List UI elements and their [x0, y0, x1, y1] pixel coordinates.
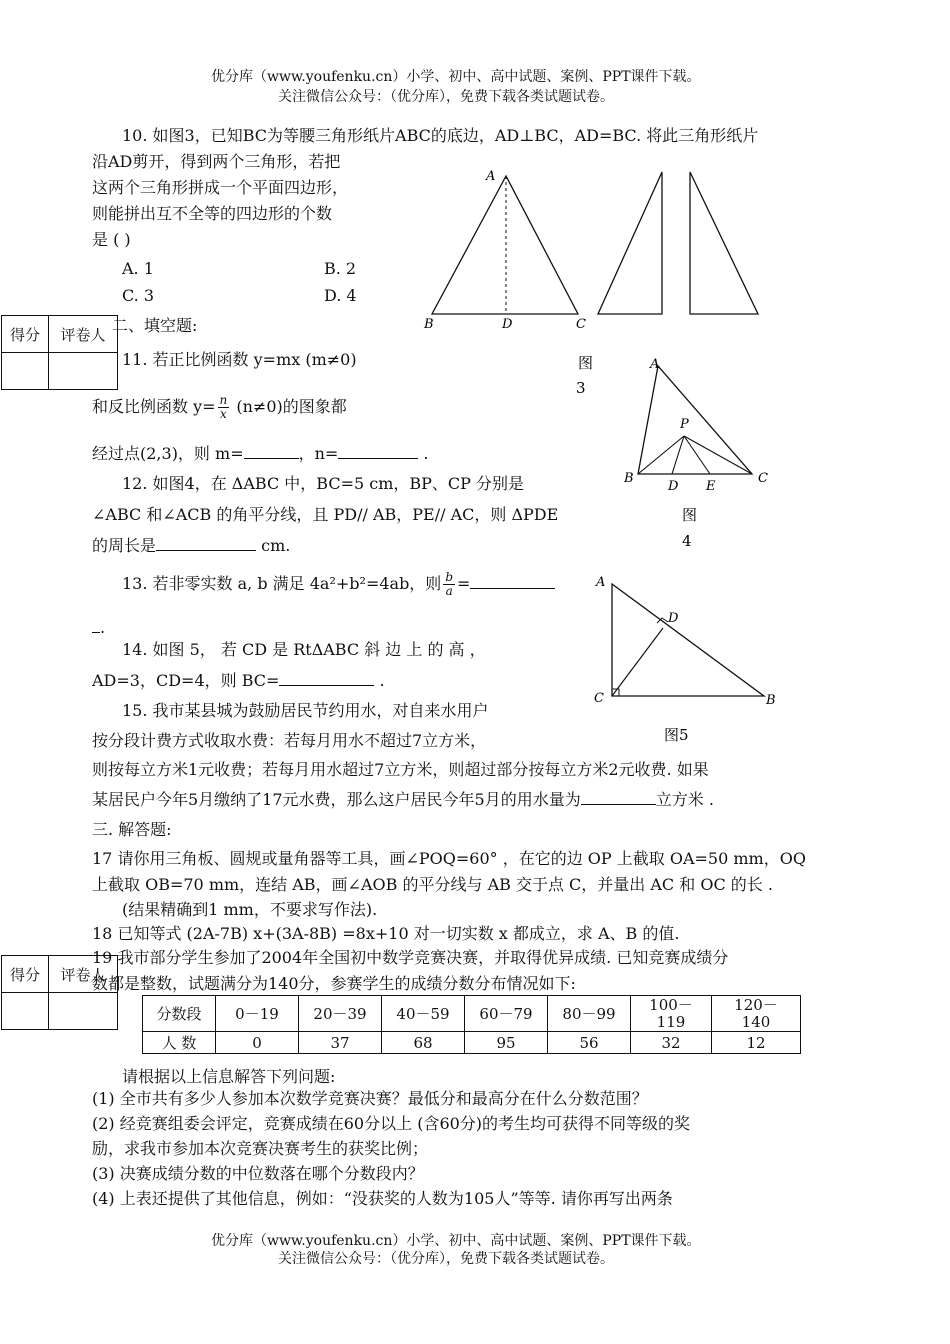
- q13-line-1-b: =: [457, 574, 471, 593]
- q12-line-3: [92, 532, 290, 559]
- q13-frac-den: a: [445, 584, 453, 598]
- q15-line-3: 则按每立方米1元收费；若每月用水超过7立方米，则超过部分按每立方米2元收费. 如果: [92, 760, 709, 779]
- q10-line-3: 这两个三角形拼成一个平面四边形，: [92, 178, 349, 197]
- q14-blank[interactable]: [279, 671, 374, 686]
- q19-line-2: 数都是整数，试题满分为140分，参赛学生的成绩分数分布情况如下:: [92, 974, 576, 993]
- q19-part-2b: 励，求我市参加本次竞赛决赛考生的获奖比例；: [92, 1139, 429, 1158]
- header-line-1: 优分库（www.youfenku.cn）小学、初中、高中试题、案例、PPT课件下载。: [211, 69, 701, 85]
- q14-line-2-b: .: [379, 671, 385, 690]
- q19-intro: 请根据以上信息解答下列问题:: [122, 1067, 336, 1086]
- q13-blank[interactable]: [470, 574, 555, 589]
- table-count-cell: 0: [216, 1032, 299, 1054]
- table-range-cell: 40－59: [382, 996, 465, 1032]
- q15-blank[interactable]: [581, 790, 656, 805]
- q18-line-1: 18 已知等式 (2A-7B) x+(3A-8B) =8x+10 对一切实数 x 都成立，求 A、B 的值.: [92, 924, 680, 943]
- table-count-cell: 56: [548, 1032, 631, 1054]
- q15-line-4-b: 立方米 .: [655, 790, 714, 809]
- q11-blank-m[interactable]: [244, 444, 299, 459]
- fig5-label-d: D: [668, 611, 679, 626]
- q14-line-1: 14. 如图 5， 若 CD 是 RtΔABC 斜 边 上 的 高 ，: [122, 640, 486, 659]
- q15-line-1: 15. 我市某县城为鼓励居民节约用水，对自来水用户: [122, 701, 489, 720]
- table-range-cell: 20－39: [299, 996, 382, 1032]
- q11-line-2: [92, 393, 347, 421]
- q13-frac-num: b: [445, 570, 453, 584]
- q17-line-3: (结果精确到1 mm，不要求写作法).: [122, 900, 378, 919]
- section-2-title: 二、填空题:: [112, 316, 198, 335]
- q14-line-2: [92, 667, 385, 694]
- table-count-cell: 95: [465, 1032, 548, 1054]
- table-range-cell: 60－79: [465, 996, 548, 1032]
- q11-line-3-b: ，n=: [298, 444, 339, 463]
- fig3-right-piece: [690, 172, 758, 314]
- fig3-label-a: A: [486, 169, 496, 184]
- grader-label-2: 评卷人: [49, 956, 118, 993]
- fig5-caption: 图5: [664, 726, 689, 744]
- grader-cell-2[interactable]: [49, 993, 118, 1030]
- q13-line-2-end: .: [100, 618, 106, 637]
- q11-blank-n[interactable]: [338, 444, 418, 459]
- fig4-triangle-abc: [638, 366, 752, 474]
- grader-label: 评卷人: [49, 316, 118, 353]
- q11-fraction: [218, 394, 230, 421]
- q19-part-1: (1) 全市共有多少人参加本次数学竞赛决赛？最低分和最高分在什么分数范围？: [92, 1089, 648, 1108]
- table-count-cell: 32: [631, 1032, 712, 1054]
- q14-line-2-a: AD=3，CD=4，则 BC=: [92, 671, 280, 690]
- score-distribution-table: [142, 995, 801, 1054]
- fig4-caption-a: 图: [682, 506, 698, 524]
- q19-part-4: (4) 上表还提供了其他信息，例如：“没获奖的人数为105人”等等. 请你再写出两条: [92, 1189, 673, 1208]
- table-count-cell: 68: [382, 1032, 465, 1054]
- q11-frac-num: n: [219, 393, 228, 407]
- q19-line-1: 19 我市部分学生参加了2004年全国初中数学竞赛决赛，并取得优异成绩. 已知竞赛成绩分: [92, 948, 729, 967]
- score-cell-2[interactable]: [2, 993, 49, 1030]
- fig5-label-b: B: [766, 693, 776, 708]
- q10-option-d: D. 4: [324, 286, 357, 305]
- figure-5: [588, 570, 788, 750]
- q11-line-1: 11. 若正比例函数 y=mx (m≠0): [122, 350, 357, 369]
- score-label: 得分: [2, 316, 49, 353]
- q11-line-3-a: 经过点(2,3)，则 m=: [92, 444, 244, 463]
- q10-line-4: 则能拼出互不全等的四边形的个数: [92, 204, 333, 223]
- section-3-title: 三. 解答题:: [92, 820, 172, 839]
- table-header-range: 分数段: [143, 996, 216, 1032]
- fig4-line-bp: [638, 436, 684, 474]
- fig5-triangle-abc: [612, 584, 764, 696]
- fig3-label-c: C: [576, 317, 586, 332]
- q13-line-1: [122, 570, 555, 598]
- fig3-triangle-abc: [432, 176, 578, 314]
- q11-frac-den: x: [220, 407, 227, 421]
- fig3-left-piece: [598, 172, 662, 314]
- q13-line-1-a: 13. 若非零实数 a, b 满足 4a²+b²=4ab，则: [122, 574, 442, 593]
- q10-option-c: C. 3: [122, 286, 155, 305]
- q12-line-3-b: cm.: [261, 536, 291, 555]
- score-box-1: [1, 315, 118, 390]
- q11-line-2-pre: 和反比例函数 y=: [92, 397, 216, 416]
- q11-line-3-c: .: [423, 444, 429, 463]
- footer-line-2: 关注微信公众号：（优分库），免费下载各类试题试卷。: [278, 1251, 614, 1267]
- fig4-label-c: C: [758, 471, 768, 486]
- fig4-label-d: D: [668, 479, 679, 494]
- table-range-cell: 0－19: [216, 996, 299, 1032]
- q19-part-3: (3) 决赛成绩分数的中位数落在哪个分数段内？: [92, 1164, 424, 1183]
- q17-line-2: 上截取 OB=70 mm，连结 AB，画∠AOB 的平分线与 AB 交于点 C，并量出 AC 和 OC 的长 .: [92, 875, 773, 894]
- q13-line-2: [92, 614, 105, 641]
- table-row-ranges: [143, 996, 801, 1032]
- table-count-cell: 37: [299, 1032, 382, 1054]
- fig4-label-a: A: [650, 357, 660, 372]
- q10-line-5: 是 ( ): [92, 230, 131, 249]
- fig5-altitude-cd: [612, 628, 663, 696]
- fig5-label-c: C: [594, 691, 604, 706]
- q15-line-4: [92, 786, 714, 813]
- table-count-cell: 12: [712, 1032, 801, 1054]
- fig4-label-p: P: [680, 417, 689, 432]
- q17-line-1: 17 请你用三角板、圆规或量角器等工具，画∠POQ=60° ，在它的边 OP 上截取 OA=50 mm，OQ: [92, 849, 806, 868]
- fig4-label-e: E: [706, 479, 716, 494]
- q13-blank-continued[interactable]: [92, 618, 100, 633]
- header-line-2: 关注微信公众号：（优分库），免费下载各类试题试卷。: [278, 89, 614, 105]
- table-row-counts: [143, 1032, 801, 1054]
- q13-fraction: [443, 571, 455, 598]
- q11-line-2-post: (n≠0)的图象都: [236, 397, 347, 416]
- fig5-label-a: A: [596, 575, 606, 590]
- score-cell[interactable]: [2, 353, 49, 390]
- table-header-count: 人 数: [143, 1032, 216, 1054]
- q10-line-2: 沿AD剪开，得到两个三角形，若把: [92, 152, 341, 171]
- grader-cell[interactable]: [49, 353, 118, 390]
- fig4-line-pd: [672, 436, 684, 474]
- fig3-caption-b: 3: [576, 379, 586, 397]
- fig3-caption-a: 图: [578, 354, 594, 372]
- q15-line-2: 按分段计费方式收取水费：若每月用水不超过7立方米，: [92, 731, 487, 750]
- table-range-cell: 80－99: [548, 996, 631, 1032]
- q10-option-b: B. 2: [324, 259, 357, 278]
- fig4-label-b: B: [624, 471, 634, 486]
- q15-line-4-a: 某居民户今年5月缴纳了17元水费，那么这户居民今年5月的用水量为: [92, 790, 581, 809]
- q12-line-2: ∠ABC 和∠ACB 的角平分线，且 PD// AB，PE// AC，则 ΔPDE: [92, 505, 559, 524]
- fig4-caption-b: 4: [682, 532, 692, 550]
- fig4-line-cp: [684, 436, 752, 474]
- q12-line-3-a: 的周长是: [92, 536, 157, 555]
- q19-part-2a: (2) 经竞赛组委会评定，竞赛成绩在60分以上 (含60分)的考生均可获得不同等级的奖: [92, 1114, 691, 1133]
- fig3-label-b: B: [424, 317, 434, 332]
- fig4-line-pe: [684, 436, 710, 474]
- fig3-label-d: D: [502, 317, 513, 332]
- q11-line-3: [92, 440, 429, 467]
- q10-option-a: A. 1: [122, 259, 154, 278]
- table-range-cell: 100－ 119: [631, 996, 712, 1032]
- q12-blank[interactable]: [156, 536, 256, 551]
- q12-line-1: 12. 如图4，在 ΔABC 中，BC=5 cm，BP、CP 分别是: [122, 474, 525, 493]
- figure-4: [618, 352, 778, 552]
- q10-line-1: 10. 如图3，已知BC为等腰三角形纸片ABC的底边，AD⊥BC，AD=BC. 将此三角形纸片: [122, 126, 759, 145]
- footer-line-1: 优分库（www.youfenku.cn）小学、初中、高中试题、案例、PPT课件下载。: [211, 1233, 701, 1249]
- table-range-cell: 120－ 140: [712, 996, 801, 1032]
- score-label-2: 得分: [2, 956, 49, 993]
